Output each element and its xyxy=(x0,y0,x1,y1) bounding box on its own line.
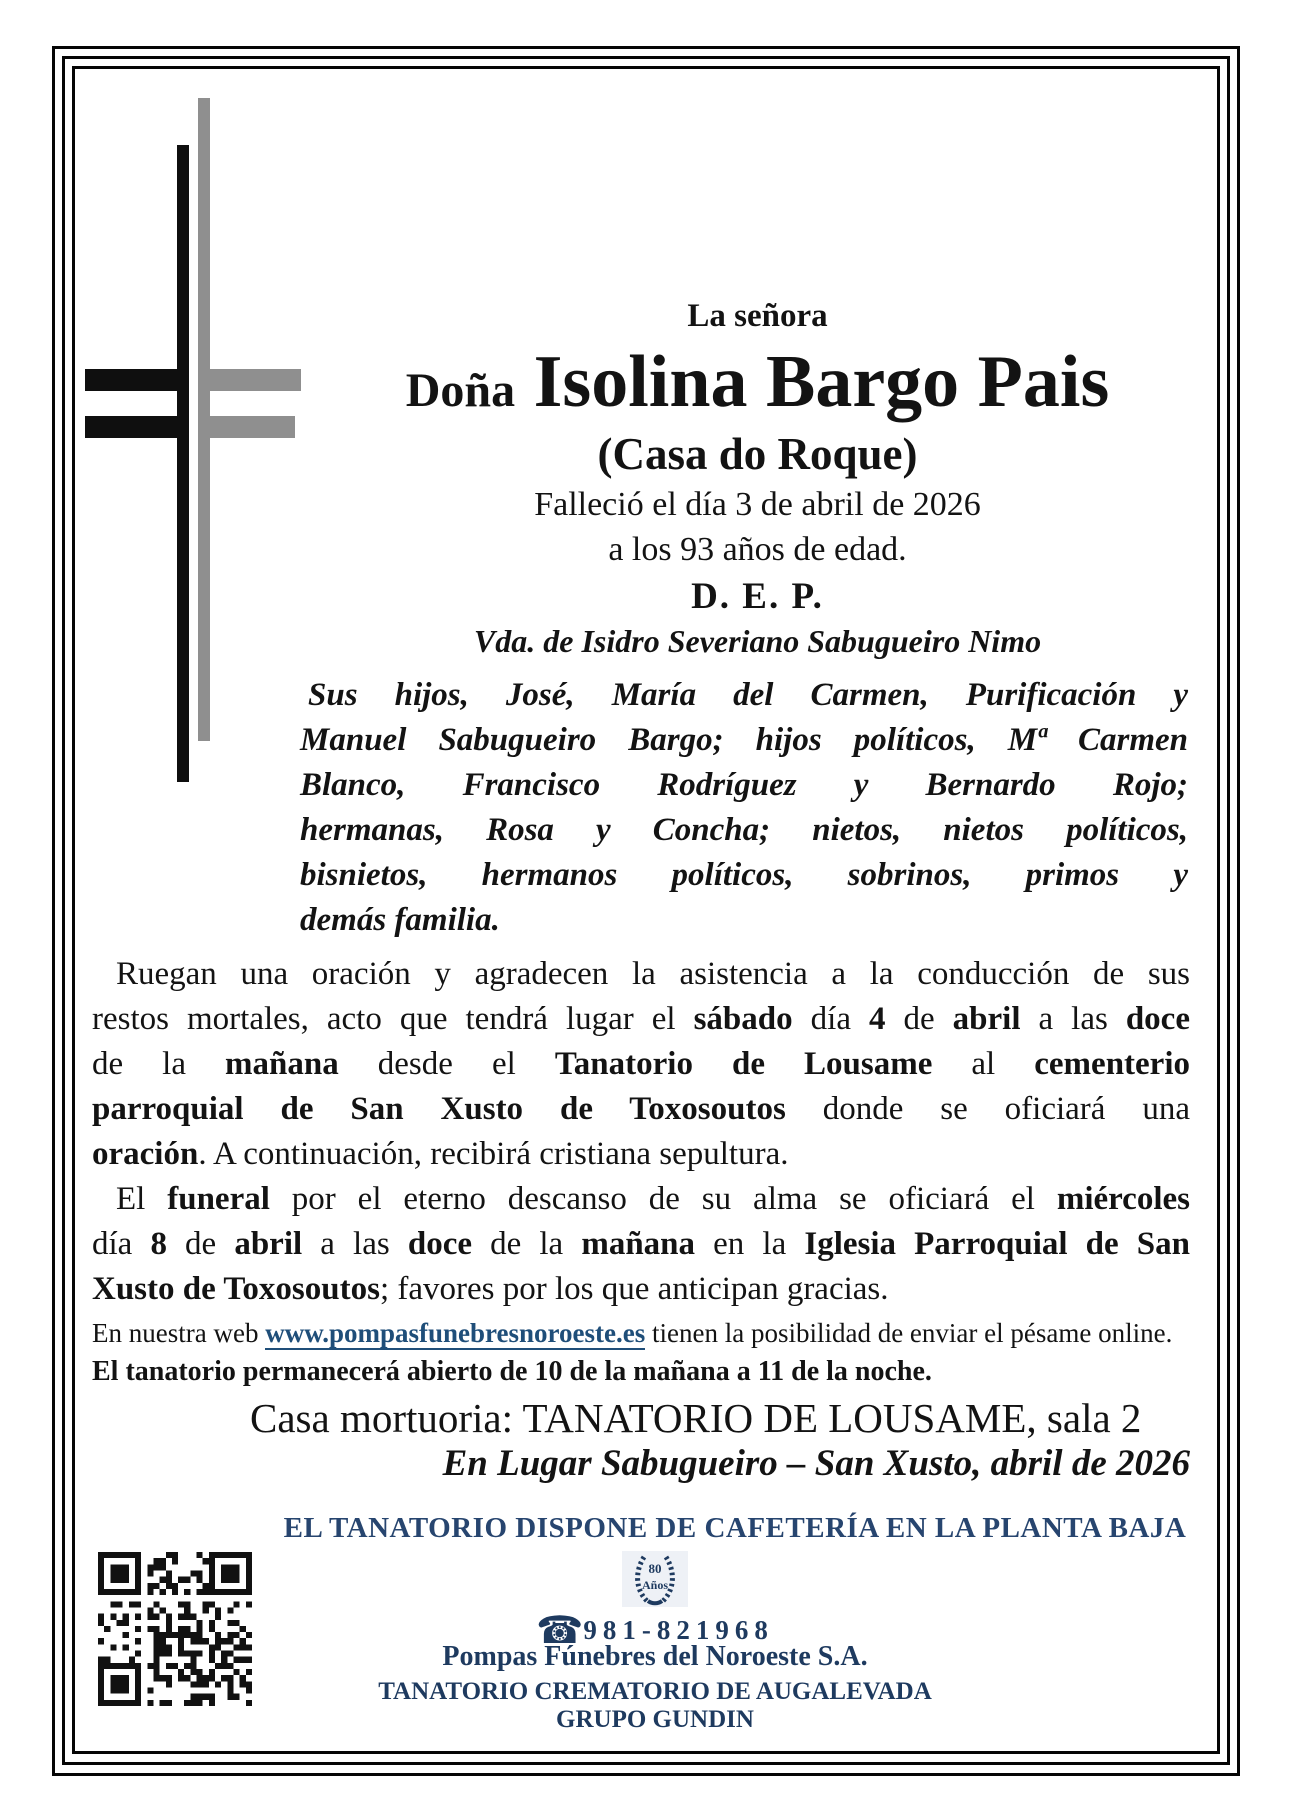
funeral-paragraph: El funeral por el eterno descanso de su alma se oficiará el miércoles día 8 de abril a las doce de la mañana en la Iglesia Parroquial de San Xusto de Toxosoutos; favores por los que anticipan gracias. xyxy=(92,1181,1190,1307)
family-paragraph: Sus hijos, José, María del Carmen, Purificación y Manuel Sabugueiro Bargo; hijos políticos, Mª Carmen Blanco, Francisco Rodríguez y Bernardo Rojo; hermanas, Rosa y Concha; nietos, nietos políticos, bisnietos, hermanos políticos, sobrinos, primos y demás familia. xyxy=(300,677,1188,938)
cross-black-arm-lower xyxy=(85,416,189,438)
company-name: Pompas Fúnebres del Noroeste S.A. xyxy=(442,1641,868,1672)
website-link[interactable]: www.pompasfunebresnoroeste.es xyxy=(265,1318,646,1348)
cross-black-vertical xyxy=(177,145,189,782)
cross-black-arm-upper xyxy=(85,369,189,391)
place-date-line: En Lugar Sabugueiro – San Xusto, abril de 2026 xyxy=(442,1443,1190,1484)
cross-gray-arm-lower xyxy=(198,416,295,438)
cafeteria-notice: EL TANATORIO DISPONE DE CAFETERÍA EN LA PLANTA BAJA xyxy=(283,1512,1187,1544)
badge-label: Años xyxy=(641,1578,669,1592)
qr-code xyxy=(98,1552,252,1706)
title-prefix: Doña xyxy=(405,364,516,417)
widow-line: Vda. de Isidro Severiano Sabugueiro Nimo xyxy=(473,623,1042,659)
group-name: GRUPO GUNDIN xyxy=(556,1706,754,1733)
house-name: (Casa do Roque) xyxy=(597,429,918,479)
age-line: a los 93 años de edad. xyxy=(608,531,907,568)
death-date-line: Falleció el día 3 de abril de 2026 xyxy=(534,486,981,523)
badge-years: 80 xyxy=(648,1561,662,1576)
conduction-paragraph: Ruegan una oración y agradecen la asistencia a la conducción de sus restos mortales, acto que tendrá lugar el sábado día 4 de abril a las doce de la mañana desde el Tanatorio de Lousame al cementerio parroquial de San Xusto de Toxosoutos donde se oficiará una oración. A continuación, recibirá cristiana sepultura. xyxy=(92,956,1191,1172)
honorific: La señora xyxy=(687,298,828,334)
deceased-name: Isolina Bargo Pais xyxy=(533,341,1110,423)
deceased-name-line xyxy=(300,342,1215,431)
anniversary-laurel-icon xyxy=(622,1551,688,1607)
web-condolences-line: En nuestra web www.pompasfunebresnoroeste.es tienen la posibilidad de enviar el pésame online. xyxy=(92,1318,1173,1348)
cross-gray-arm-upper xyxy=(198,369,301,391)
body-text xyxy=(92,952,1190,1312)
telephone-icon: ☎ xyxy=(536,1608,584,1652)
facility-name: TANATORIO CREMATORIO DE AUGALEVADA xyxy=(378,1678,932,1705)
mortuary-line: Casa mortuoria: TANATORIO DE LOUSAME, sala 2 xyxy=(250,1395,1142,1441)
tanatorio-hours-line: El tanatorio permanecerá abierto de 10 de la mañana a 11 de la noche. xyxy=(92,1356,932,1387)
dep-line: D. E. P. xyxy=(691,576,824,617)
phone-number: 981-821968 xyxy=(583,1615,774,1645)
